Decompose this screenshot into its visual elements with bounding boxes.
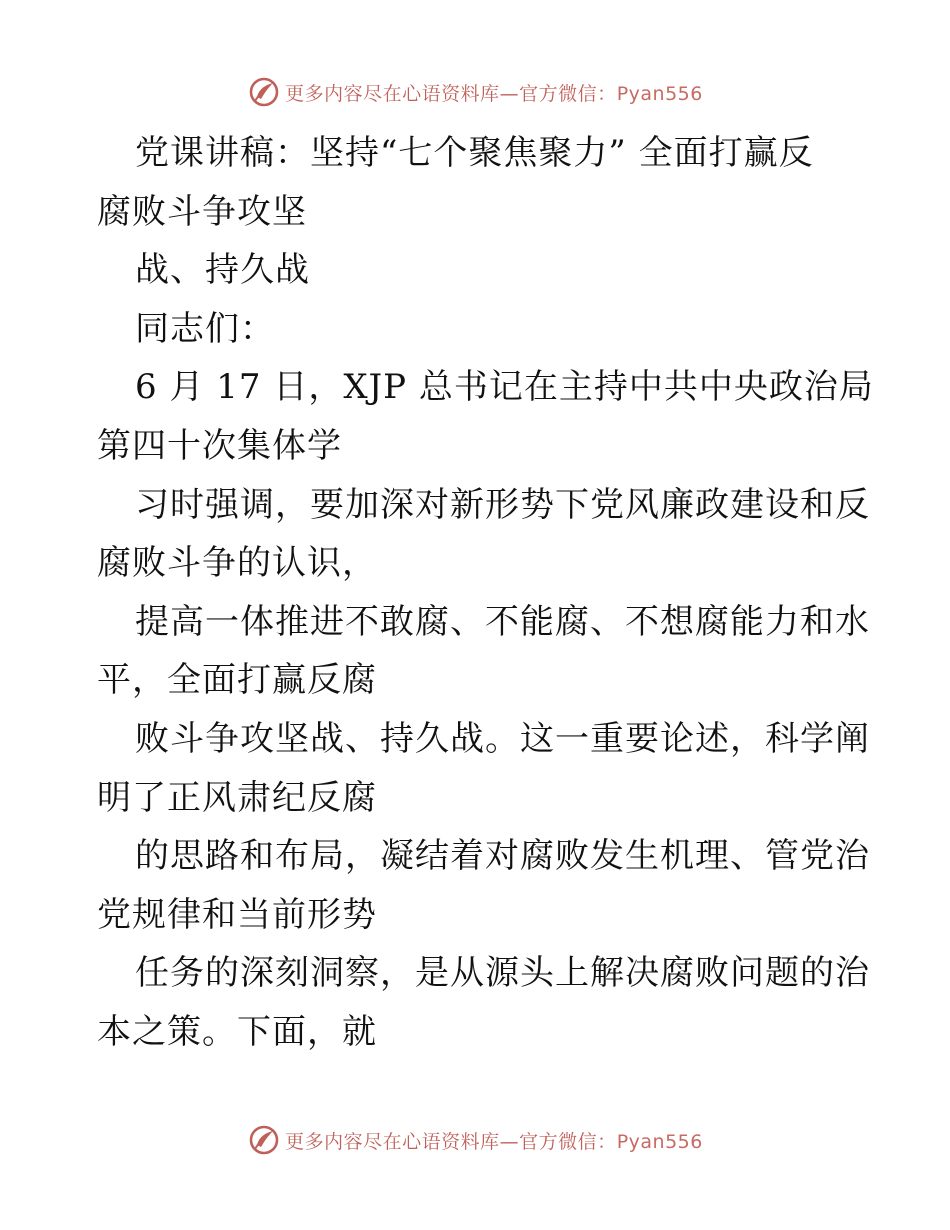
doc-line: 腐败斗争攻坚 [97, 191, 307, 232]
watermark-text [285, 1127, 703, 1154]
document-body [97, 124, 874, 1062]
doc-line: 本之策。下面，就 [97, 1011, 377, 1052]
footer-watermark [0, 1120, 950, 1160]
doc-line: 平，全面打赢反腐 [97, 660, 377, 701]
watermark-wechat-label: 官方微信： [519, 1130, 617, 1153]
doc-line: 明了正风肃纪反腐 [97, 777, 377, 818]
doc-line: 党规律和当前形势 [97, 894, 377, 935]
doc-line: 6 月 17 日，XJP 总书记在主持中共中央政治局 [135, 367, 874, 408]
doc-line: 败斗争攻坚战、持久战。这一重要论述，科学阐 [135, 718, 870, 759]
brand-logo-icon [247, 75, 281, 109]
doc-line: 第四十次集体学 [97, 425, 342, 466]
doc-line: 的思路和布局，凝结着对腐败发生机理、管党治 [135, 836, 870, 877]
watermark-text [285, 79, 703, 106]
brand-logo-icon [247, 1123, 281, 1157]
watermark-wechat-handle: Pyan556 [616, 1130, 703, 1153]
watermark-separator: — [499, 1130, 520, 1153]
doc-line: 战、持久战 [135, 250, 310, 291]
watermark-title: 更多内容尽在心语资料库 [285, 82, 500, 105]
doc-line: 提高一体推进不敢腐、不能腐、不想腐能力和水 [135, 601, 870, 642]
doc-line: 同志们： [135, 308, 275, 349]
watermark-wechat-handle: Pyan556 [616, 82, 703, 105]
watermark-title: 更多内容尽在心语资料库 [285, 1130, 500, 1153]
watermark-separator: — [499, 82, 520, 105]
doc-line: 腐败斗争的认识， [97, 543, 377, 584]
doc-line: 习时强调，要加深对新形势下党风廉政建设和反 [135, 484, 870, 525]
doc-line: 任务的深刻洞察，是从源头上解决腐败问题的治 [135, 953, 870, 994]
doc-line: 党课讲稿：坚持“七个聚焦聚力” 全面打赢反 [135, 133, 814, 173]
header-watermark [0, 72, 950, 112]
watermark-wechat-label: 官方微信： [519, 82, 617, 105]
